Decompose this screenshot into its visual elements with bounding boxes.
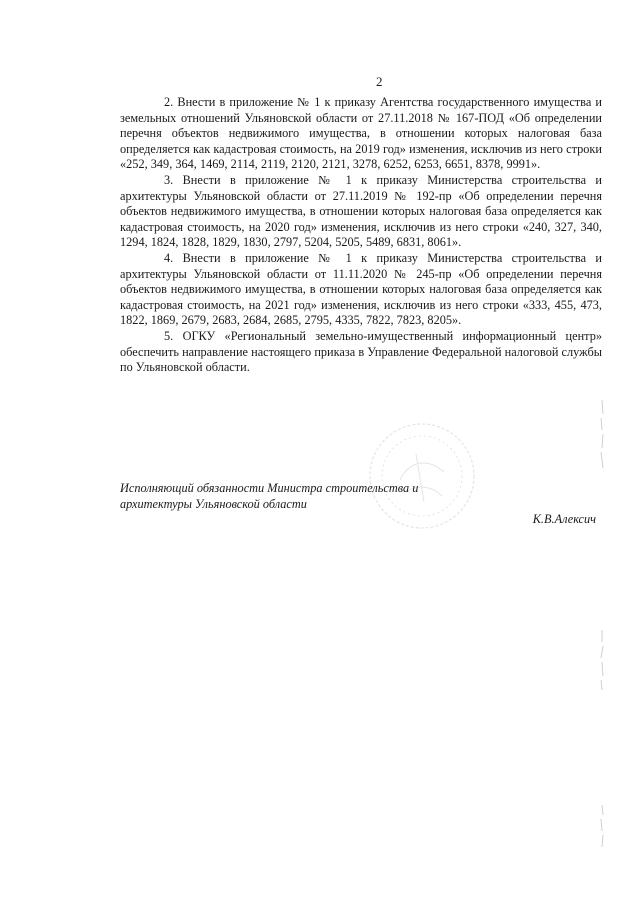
margin-scan-marks-top (592, 400, 612, 470)
page-number: 2 (376, 74, 383, 89)
margin-scan-marks-bottom (592, 805, 612, 855)
signature-block (120, 481, 602, 526)
signature-title: Исполняющий обязанности Министра строительства и архитектуры Ульяновской области (120, 481, 419, 511)
paragraph-item-2: 2. Внести в приложение № 1 к приказу Агентства государственного имущества и земельных отношений Ульяновской области от 27.11.2018 № 167-ПОД «Об определении перечня объектов недвижимого имущества, в отношении которых налоговая база определяется как кадастровая стоимость, на 2019 год» изменения, исключив из него строки «252, 349, 364, 1469, 2114, 2119, 2120, 2121, 3278, 6252, 6253, 6651, 8378, 9991». (120, 95, 602, 172)
document-body (120, 95, 602, 376)
paragraph-item-5: 5. ОГКУ «Региональный земельно-имущественный информационный центр» обеспечить направление настоящего приказа в Управление Федеральной налоговой службы по Ульяновской области. (120, 328, 602, 375)
signature-name: К.В.Алексич (532, 512, 596, 526)
paragraph-item-4: 4. Внести в приложение № 1 к приказу Министерства строительства и архитектуры Ульяновской области от 11.11.2020 № 245-пр «Об определении перечня объектов недвижимого имущества, в отношении которых налоговая база определяется как кадастровая стоимость, на 2021 год» изменения, исключив из него строки «333, 455, 473, 1822, 1869, 2679, 2683, 2684, 2685, 2795, 4335, 7822, 7823, 8205». (120, 250, 602, 328)
official-stamp-seal (366, 420, 478, 532)
margin-scan-marks-middle (592, 630, 612, 690)
paragraph-item-3: 3. Внести в приложение № 1 к приказу Министерства строительства и архитектуры Ульяновской области от 27.11.2019 № 192-пр «Об определении перечня объектов недвижимого имущества, в отношении которых налоговая база определяется как кадастровая стоимость, на 2020 год» изменения, исключив из него строки «240, 327, 340, 1294, 1824, 1828, 1829, 1830, 2797, 5204, 5205, 5489, 6831, 8061». (120, 172, 602, 250)
